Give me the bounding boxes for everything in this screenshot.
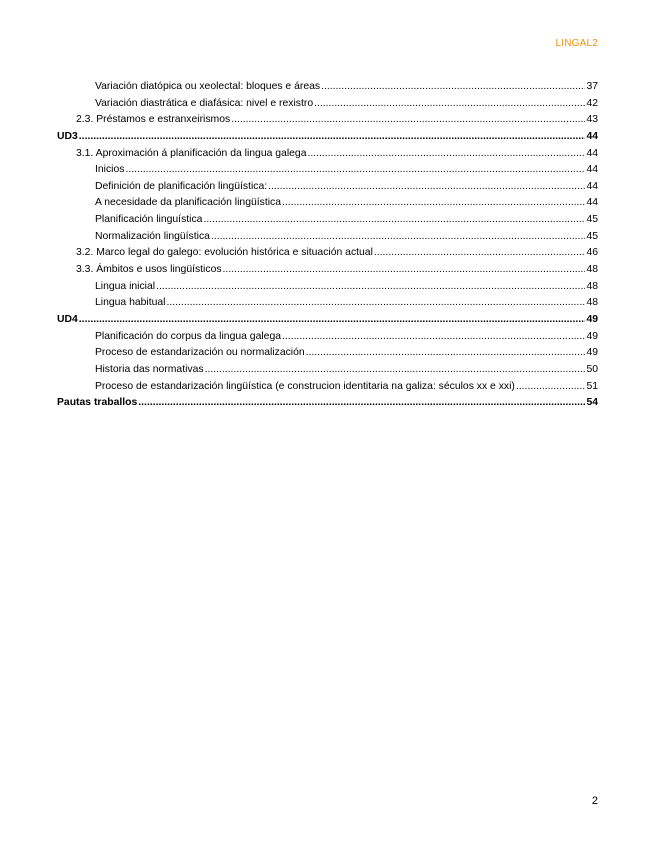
toc-entry-page: 50 (586, 363, 598, 375)
toc-leader-dots (231, 112, 585, 129)
toc-entry-page: 45 (586, 214, 598, 226)
toc-leader-dots (203, 212, 585, 229)
running-header: LINGAL2 (555, 38, 598, 49)
toc-leader-dots (306, 345, 586, 362)
toc-entry[interactable] (57, 129, 598, 146)
toc-leader-dots (79, 312, 586, 329)
toc-entry-page: 42 (586, 97, 598, 109)
toc-entry[interactable] (57, 245, 598, 262)
toc-entry-page: 44 (586, 197, 598, 209)
toc-entry[interactable] (57, 195, 598, 212)
toc-leader-dots (516, 379, 586, 396)
toc-entry-page: 48 (586, 264, 598, 276)
toc-entry-title: Planificación linguística (95, 214, 203, 226)
toc-leader-dots (282, 195, 585, 212)
toc-entry[interactable] (57, 262, 598, 279)
toc-entry-title: 3.1. Aproximación á planificación da lingua galega (76, 147, 307, 159)
toc-entry[interactable] (57, 345, 598, 362)
toc-entry-page: 54 (586, 397, 598, 409)
toc-entry-page: 48 (586, 280, 598, 292)
toc-entry-page: 37 (586, 81, 598, 92)
toc-entry-page: 45 (586, 230, 598, 242)
toc-entry-page: 51 (586, 380, 598, 392)
toc-leader-dots (205, 362, 586, 379)
toc-leader-dots (307, 146, 585, 163)
toc-entry[interactable] (57, 395, 598, 412)
toc-entry[interactable] (57, 112, 598, 129)
toc-entry-title: Proceso de estandarización ou normalización (95, 347, 305, 359)
toc-leader-dots (314, 96, 585, 113)
toc-entry-page: 49 (586, 330, 598, 342)
toc-entry-page: 44 (586, 180, 598, 192)
toc-entry-title: 3.3. Ámbitos e usos lingüísticos (76, 264, 222, 276)
toc-entry-page: 48 (586, 297, 598, 309)
toc-leader-dots (156, 279, 585, 296)
toc-leader-dots (167, 295, 586, 312)
toc-entry-title: Lingua habitual (95, 297, 166, 309)
toc-entry[interactable] (57, 212, 598, 229)
toc-entry[interactable] (57, 146, 598, 163)
toc-entry-title: Planificación do corpus da lingua galega (95, 330, 282, 342)
toc-entry[interactable] (57, 379, 598, 396)
toc-leader-dots (374, 245, 586, 262)
toc-entry-title: Variación diatópica ou xeolectal: bloques e áreas (95, 81, 321, 92)
toc-entry-page: 43 (586, 114, 598, 126)
toc-entry[interactable] (57, 229, 598, 246)
toc-entry-title: Lingua inicial (95, 280, 156, 292)
toc-leader-dots (321, 79, 585, 96)
toc-entry[interactable] (57, 179, 598, 196)
toc-leader-dots (138, 395, 585, 412)
toc-entry-page: 49 (586, 313, 598, 325)
toc-entry[interactable] (57, 96, 598, 113)
toc-entry-title: Inicios (95, 164, 125, 176)
toc-entry-page: 44 (586, 164, 598, 176)
toc-entry-title: Historia das normativas (95, 363, 204, 375)
toc-entry[interactable] (57, 162, 598, 179)
toc-entry-title: 2.3. Préstamos e estranxeirismos (76, 114, 231, 126)
table-of-contents (57, 79, 598, 412)
toc-leader-dots (211, 229, 586, 246)
toc-entry-page: 46 (586, 247, 598, 259)
toc-entry-page: 49 (586, 347, 598, 359)
toc-leader-dots (125, 162, 585, 179)
toc-entry-title: Proceso de estandarización lingüística (e construcion identitaria na galiza: séculos xx e xxi) (95, 380, 515, 392)
toc-entry[interactable] (57, 312, 598, 329)
page-number: 2 (591, 795, 598, 807)
toc-leader-dots (282, 329, 585, 346)
toc-entry-title: 3.2. Marco legal do galego: evolución histórica e situación actual (76, 247, 373, 259)
toc-entry-title: Normalización lingüística (95, 230, 210, 242)
toc-entry[interactable] (57, 362, 598, 379)
toc-entry[interactable] (57, 295, 598, 312)
toc-leader-dots (223, 262, 586, 279)
toc-leader-dots (268, 179, 585, 196)
toc-entry[interactable] (57, 329, 598, 346)
toc-entry-title: Pautas traballos (57, 397, 138, 409)
toc-entry-title: Variación diastrática e diafásica: nivel e rexistro (95, 97, 314, 109)
toc-entry-page: 44 (586, 130, 598, 142)
toc-entry[interactable] (57, 79, 598, 96)
toc-entry-title: Definición de planificación lingüística: (95, 180, 268, 192)
toc-entry-page: 44 (586, 147, 598, 159)
toc-entry-title: UD3 (57, 130, 78, 142)
toc-leader-dots (79, 129, 586, 146)
toc-entry-title: UD4 (57, 313, 78, 325)
toc-entry-title: A necesidade da planificación lingüística (95, 197, 282, 209)
toc-entry[interactable] (57, 279, 598, 296)
